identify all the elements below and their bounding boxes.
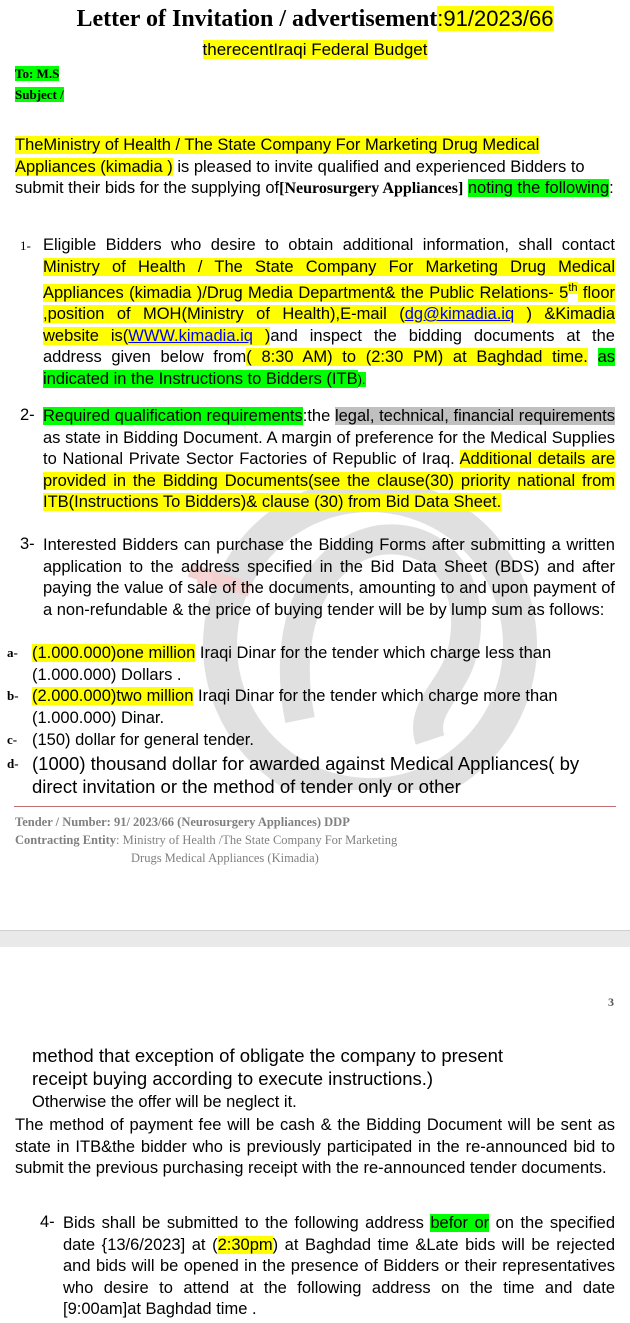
continued-text: [32, 1044, 622, 1090]
item-2-marker: 2-: [20, 406, 35, 424]
item-2-text: as state in Bidding Document. A margin of preference for the Medical Supplies to National Private Sector Factories of Republic of Iraq.: [43, 428, 615, 468]
subject-label: Subject /: [15, 87, 64, 102]
item-2-requirements: Required qualification requirements: [43, 407, 303, 425]
sub-item-b-amount: (2.000.000)two million: [32, 687, 194, 705]
page-gap: [0, 930, 630, 948]
intro-product: [Neurosurgery Appliances]: [279, 180, 464, 197]
sub-item-c: (150) dollar for general tender.: [32, 731, 254, 749]
subtitle: [0, 40, 630, 60]
sub-item-c-marker: c-: [7, 732, 18, 747]
item-1-contact: Ministry of Health / The State Company For Marketing Drug Medical Appliances (kimadia )/Drug Media Department& the Public Relations- 5: [43, 257, 615, 302]
item-3-marker: 3-: [20, 535, 35, 553]
item-2: [43, 406, 615, 514]
footer-tender: Tender / Number: 91/ 2023/66 (Neurosurgery Appliances) DDP: [15, 815, 350, 829]
email-link[interactable]: dg@kimadia.iq: [404, 305, 515, 323]
footer-entity: [15, 831, 397, 849]
item-4-marker: 4-: [40, 1213, 55, 1231]
continued-line-1: method that exception of obligate the company to present: [32, 1045, 504, 1066]
item-1-itb: as indicated in the Instructions to Bidders (ITB: [43, 348, 615, 388]
item-4-before: befor or: [430, 1214, 490, 1232]
intro-paragraph: [15, 135, 615, 200]
to-line: [15, 66, 59, 82]
item-1-hours: ( 8:30 AM) to (2:30 PM) at Baghdad time.: [246, 348, 588, 366]
to-label: To: M.S: [15, 66, 60, 81]
item-1-floor: floor ,position of MOH(Ministry of Health),E-mail (: [43, 283, 615, 323]
item-1-website-pre: ) &Kimadia website is(: [43, 305, 615, 345]
intro-text: is pleased to invite qualified and experienced Bidders to submit their bids for the supplying of: [15, 157, 585, 197]
footer-entity-label: Contracting Entity: [15, 833, 117, 847]
page-number: 3: [608, 995, 614, 1009]
title-number: :91/2023/66: [437, 6, 554, 31]
title-text: Letter of Invitation / advertisement: [76, 6, 438, 32]
item-2-details: Additional details are provided in the Bidding Documents(see the clause(30) priority national from ITB(Instructions To Bidders)& clause (30) from Bid Data Sheet.: [43, 450, 616, 511]
intro-colon: :: [609, 179, 614, 197]
item-1: [43, 235, 615, 390]
item-1-website-post: ): [252, 326, 271, 345]
continued-line-2: receipt buying according to execute instructions.): [32, 1068, 434, 1089]
intro-ministry: TheMinistry of Health / The State Company For Marketing Drug Medical Appliances (kimadia ): [15, 136, 540, 176]
sub-item-b: [32, 686, 602, 729]
item-1-space: [588, 348, 598, 366]
item-1-itb-end: ).: [357, 371, 366, 387]
footer-divider: [14, 806, 616, 807]
subject-line: [15, 87, 64, 103]
item-1-sup: th: [568, 282, 578, 294]
item-1-marker: 1-: [20, 238, 31, 253]
sub-item-d-marker: d-: [7, 756, 19, 771]
sub-item-a-marker: a-: [7, 645, 18, 660]
item-2-the: :the: [302, 407, 335, 425]
intro-noting: noting the following: [467, 179, 610, 197]
sub-item-d: (1000) thousand dollar for awarded against Medical Appliances( by direct invitation or the method of tender only or other: [32, 753, 580, 797]
item-1-inspect: and inspect the bidding documents at the address given below from: [43, 326, 615, 366]
item-3: Interested Bidders can purchase the Bidding Forms after submitting a written application to the address specified in the Bid Data Sheet (BDS) and after paying the value of sale of the documents, amounting to and upon payment of a non-refundable & the price of buying tender will be by lump sum as follows:: [43, 536, 615, 619]
sub-item-a-text: Iraqi Dinar for the tender which charge less than (1.000.000) Dollars .: [32, 644, 552, 684]
subtitle-text: therecentIraqi Federal Budget: [202, 40, 428, 59]
neglect-line: Otherwise the offer will be neglect it.: [32, 1093, 297, 1111]
sub-item-b-marker: b-: [7, 688, 19, 703]
item-4-text-e: ) at Baghdad time &Late bids will be rejected and bids will be opened in the presence of Bidders or their representatives who desire to attend at the following address on the time and date [9:00am]at Baghdad time .: [63, 1235, 615, 1318]
item-4: [63, 1213, 615, 1321]
page-title: [0, 6, 630, 33]
footer-entity-cont: Drugs Medical Appliances (Kimadia): [131, 851, 319, 865]
sub-item-a-amount: (1.000.000)one million: [32, 644, 196, 662]
item-1-text-a: Eligible Bidders who desire to obtain additional information, shall contact: [43, 236, 615, 254]
sub-item-a: [32, 643, 592, 686]
item-4-time: 2:30pm: [217, 1235, 273, 1254]
item-2-legal: legal, technical, financial requirements: [334, 407, 615, 425]
footer-entity-text: : Ministry of Health /The State Company For Marketing: [116, 833, 398, 847]
sub-item-b-text: Iraqi Dinar for the tender which charge more than (1.000.000) Dinar.: [32, 687, 558, 727]
item-4-date: on the specified date {13/6/2023] at (: [63, 1214, 615, 1254]
item-4-text-a: Bids shall be submitted to the following address: [63, 1214, 431, 1232]
website-link[interactable]: WWW.kimadia.iq: [128, 326, 253, 345]
payment-paragraph: The method of payment fee will be cash & the Bidding Document will be sent as state in ITB&the bidder who is previously participated in the re-announced bid to submit the previous purchasing receipt with the re-announced tender documents.: [15, 1116, 615, 1177]
